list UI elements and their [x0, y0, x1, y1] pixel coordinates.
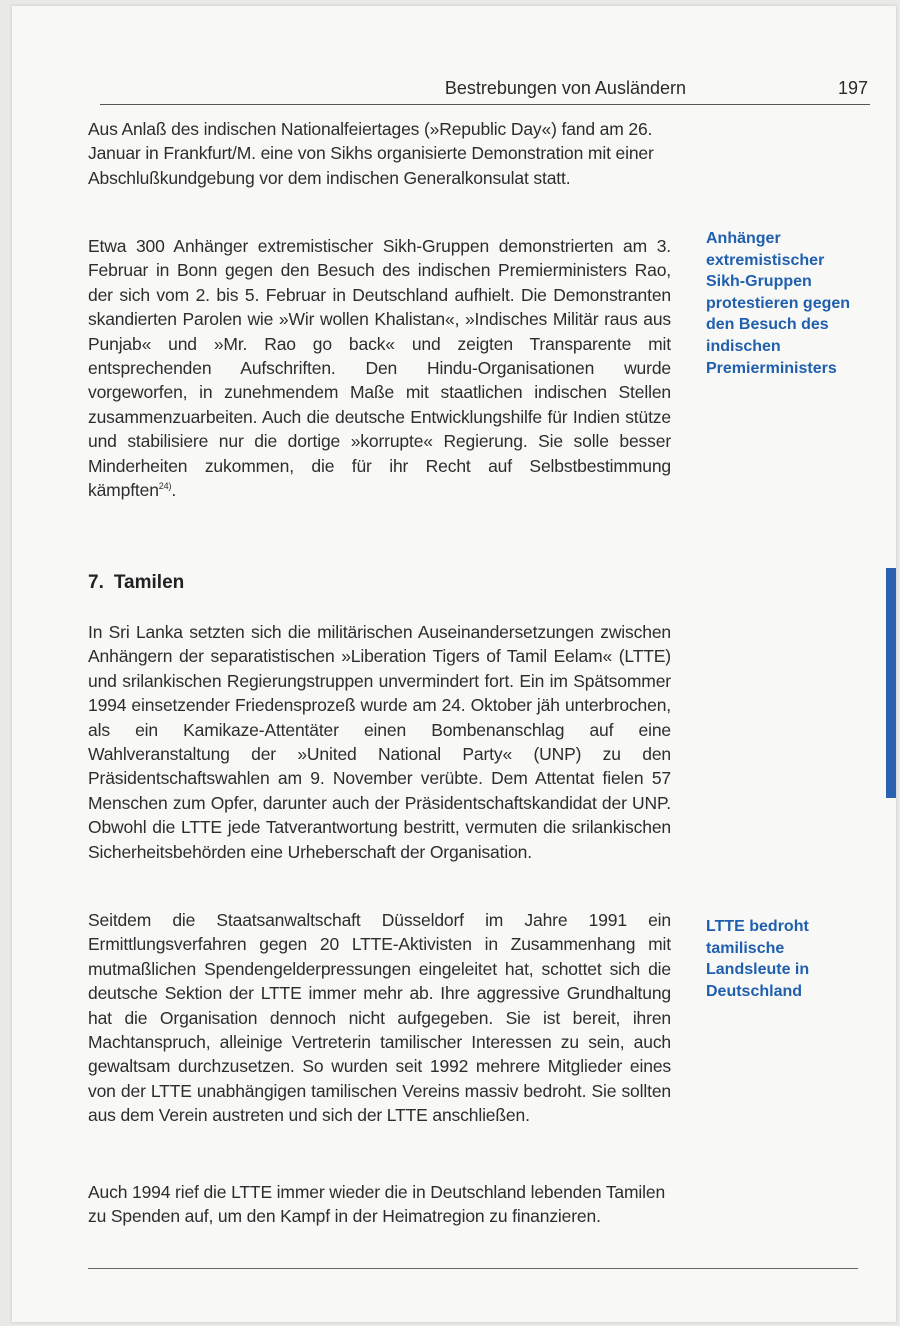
paragraph-sikh-demonstration — [88, 234, 671, 502]
page-number: 197 — [837, 78, 868, 98]
paragraph-republic-day: Aus Anlaß des indischen Nationalfeiertages (»Republic Day«) fand am 26. Januar in Frankfurt/M. eine von Sikhs organisierte Demonstration mit einer Abschlußkundgebung vor dem indischen Generalkonsulat statt. — [88, 119, 654, 188]
paragraph-sri-lanka: In Sri Lanka setzten sich die militärischen Auseinandersetzungen zwischen Anhängern der separatistischen »Liberation Tigers of Tamil Eelam« (LTTE) und srilankischen Regierungstruppen unvermindert fort. Ein im Spätsommer 1994 einsetzender Friedensprozeß wurde am 24. Oktober jäh unterbrochen, als ein Kamikaze-Attentäter einen Bombenanschlag auf eine Wahlveranstaltung der »United National Party« (UNP) zu den Präsidentschaftswahlen am 9. November verübte. Dem Attentat fielen 57 Menschen zum Opfer, darunter auch der Präsidentschaftskandidat der UNP. Obwohl die LTTE jede Tatverantwortung bestritt, vermuten die srilankischen Sicherheitsbehörden eine Urheberschaft der Organisation. — [88, 622, 671, 862]
page-header — [100, 74, 870, 105]
section-heading — [88, 572, 184, 594]
chapter-thumb-marker — [886, 568, 896, 798]
footer-rule — [88, 1268, 858, 1269]
paragraph-ltte-germany: Seitdem die Staatsanwaltschaft Düsseldorf im Jahre 1991 ein Ermittlungsverfahren gegen 20 LTTE-Aktivisten in Zusammenhang mit mutmaßlichen Spendengelderpressungen eingeleitet hat, schottet sich die deutsche Sektion der LTTE immer mehr ab. Ihre aggressive Grundhaltung hat die Organisation dennoch nicht aufgegeben. Sie ist bereit, ihren Machtanspruch, alleinige Vertreterin tamilischer Interessen zu sein, auch gewaltsam durchzusetzen. So wurden seit 1992 mehrere Mitglieder eines von der LTTE unabhängigen tamilischen Vereins massiv bedroht. Sie sollten aus dem Verein austreten und sich der LTTE anschließen. — [88, 910, 671, 1126]
footnote-ref: 24) — [158, 481, 172, 492]
margin-note-ltte: LTTE bedroht tamilische Landsleute in Deutschland — [706, 918, 810, 1000]
section-number: 7. — [88, 572, 104, 593]
margin-note-sikh: Anhänger extremistischer Sikh-Gruppen protestieren gegen den Besuch des indischen Premierministers — [706, 230, 851, 377]
paragraph-sikh-text: Etwa 300 Anhänger extremistischer Sikh-Gruppen demonstrierten am 3. Februar in Bonn gegen den Besuch des indischen Premierministers Rao, der sich vom 2. bis 5. Februar in Deutschland aufhielt. Die Demonstranten skandierten Parolen wie »Wir wollen Khalistan«, »Indisches Militär raus aus Punjab« und »Mr. Rao go back« und zeigten Transparente mit entsprechenden Aufschriften. Den Hindu-Organisationen wurde vorgeworfen, in zunehmendem Maße mit staatlichen indischen Stellen zusammenzuarbeiten. Auch die deutsche Entwicklungshilfe für Indien stütze und stabilisiere nur die dortige »korrupte« Regierung. Sie solle besser Minderheiten zukommen, die für ihr Recht auf Selbstbestimmung kämpften — [88, 236, 671, 501]
section-title: Tamilen — [113, 572, 185, 593]
paragraph-sikh-end: . — [171, 480, 177, 501]
paragraph-ltte-donations: Auch 1994 rief die LTTE immer wieder die in Deutschland lebenden Tamilen zu Spenden auf, um den Kampf in der Heimatregion zu finanzieren. — [88, 1182, 666, 1227]
running-head: Bestrebungen von Ausländern — [444, 78, 686, 98]
